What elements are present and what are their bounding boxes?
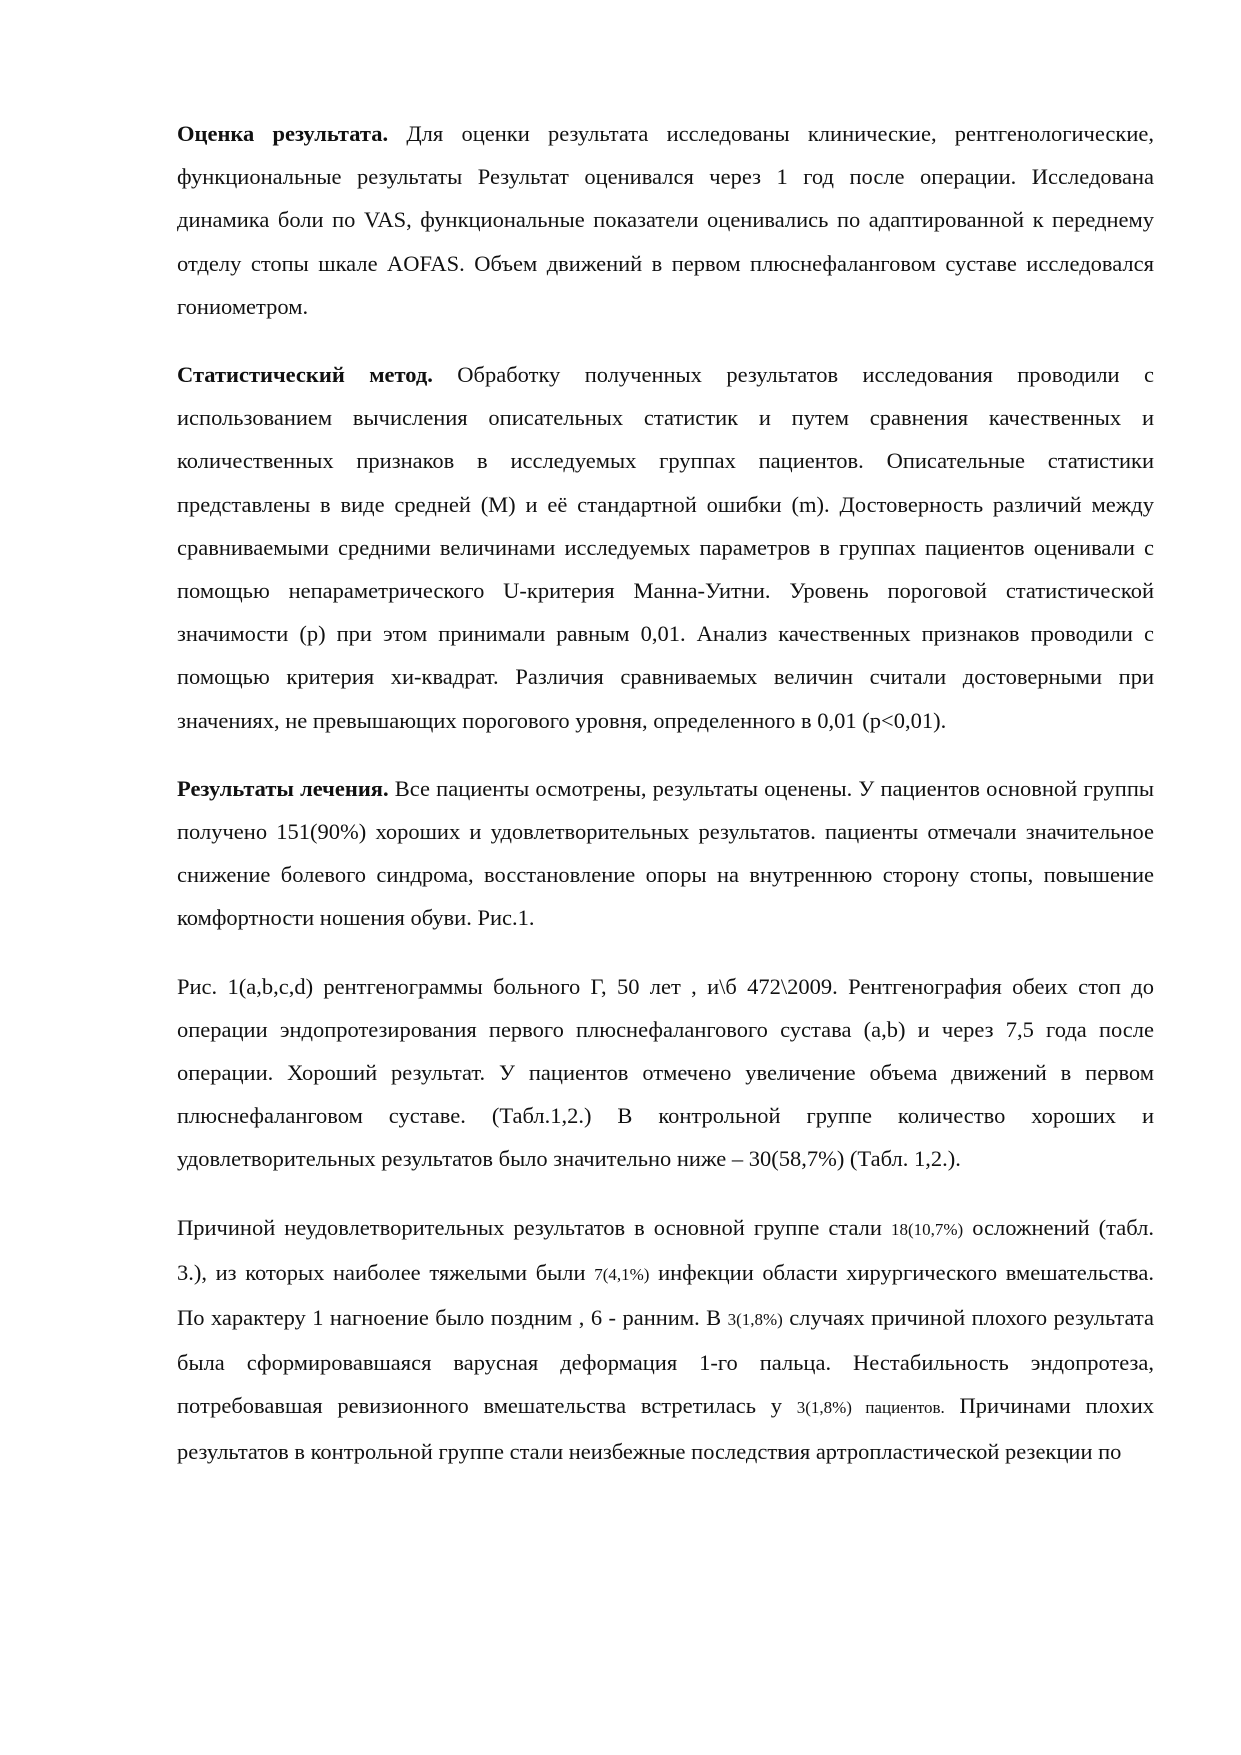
heading-statistical-method: Статистический метод.: [177, 362, 433, 388]
paragraph-statistical-method: [177, 353, 1154, 742]
paragraph-result-evaluation: [177, 112, 1154, 328]
paragraph-text: Причиной неудовлетворительных результатов в основной группе стали: [177, 1214, 891, 1240]
varus-deformity-count: 3(1,8%): [727, 1310, 783, 1330]
paragraph-text: Для оценки результата исследованы клинические, рентгенологические, функциональные результаты Результат оценивался через 1 год после операции. Исследована динамика боли по VAS, функциональные показатели оценивались по адаптированной к переднему отделу стопы шкале AOFAS. Объем движений в первом плюснефаланговом суставе исследовался гониометром.: [177, 121, 1154, 319]
paragraph-text: осложнений (табл. 3.), из которых наиболее тяжелыми были: [177, 1214, 1154, 1285]
paragraph-text: Причинами плохих результатов в контрольной группе стали неизбежные последствия артропластической резекции по: [177, 1393, 1155, 1464]
complications-count: 18(10,7%): [890, 1219, 964, 1239]
paragraph-text: инфекции области хирургического вмешательства. По характеру 1 нагноение было поздним , 6 - ранним. В: [177, 1259, 1154, 1331]
paragraph-text: Рис. 1(a,b,c,d) рентгенограммы больного Г, 50 лет , и\б 472\2009. Рентгенография обеих стоп до операции эндопротезирования первого плюснефалангового сустава (a,b) и через 7,5 года после операции. Хороший результат. У пациентов отмечено увеличение объема движений в первом плюснефаланговом суставе. (Табл.1,2.) В контрольной группе количество хороших и удовлетворительных результатов было значительно ниже – 30(58,7%) (Табл. 1,2.).: [177, 973, 1154, 1172]
paragraph-text: Обработку полученных результатов исследования проводили с использованием вычисления описательных статистик и путем сравнения качественных и количественных признаков в исследуемых группах пациентов. Описательные статистики представлены в виде средней (M) и её стандартной ошибки (m). Достоверность различий между сравниваемыми средними величинами исследуемых параметров в группах пациентов оценивали с помощью непараметрического U-критерия Манна-Уитни. Уровень пороговой статистической значимости (р) при этом принимали равным 0,01. Анализ качественных признаков проводили с помощью критерия хи-квадрат. Различия сравниваемых величин считали достоверными при значениях, не превышающих порогового уровня, определенного в 0,01 (р<0,01).: [177, 362, 1154, 733]
heading-treatment-results: Результаты лечения.: [177, 775, 389, 801]
paragraph-treatment-results: [177, 767, 1154, 940]
heading-result-evaluation: Оценка результата.: [177, 121, 389, 146]
infection-count: 7(4,1%): [594, 1264, 650, 1284]
revision-count: 3(1,8%) пациентов.: [796, 1398, 945, 1418]
paragraph-text: случаях причиной плохого результата была сформировавшаяся варусная деформация 1-го пальца. Нестабильность эндопротеза, потребовавшая ревизионного вмешательства встретилась у: [177, 1305, 1154, 1419]
document-page: [177, 112, 1154, 1498]
paragraph-figure-caption: [177, 965, 1154, 1181]
paragraph-text: Все пациенты осмотрены, результаты оценены. У пациентов основной группы получено 151(90%) хороших и удовлетворительных результатов. пациенты отмечали значительное снижение болевого синдрома, восстановление опоры на внутреннюю сторону стопы, повышение комфортности ношения обуви. Рис.1.: [177, 775, 1154, 931]
paragraph-complications: [177, 1206, 1154, 1473]
